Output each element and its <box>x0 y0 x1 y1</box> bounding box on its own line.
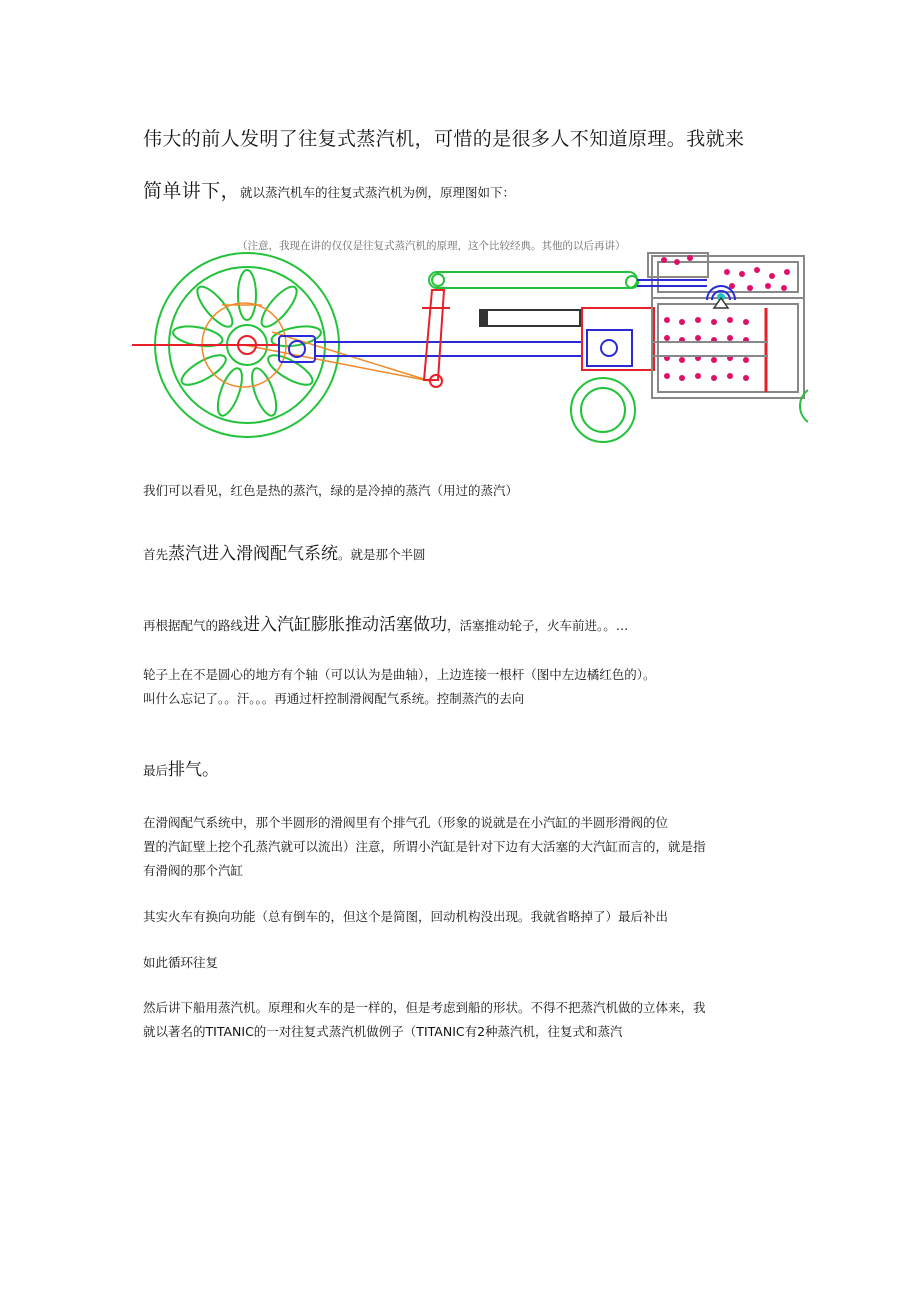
paragraph-1: 我们可以看见，红色是热的蒸汽，绿的是冷掉的蒸汽（用过的蒸汽） <box>143 483 519 498</box>
paragraph-6-line-3: 有滑阀的那个汽缸 <box>143 863 244 878</box>
small-wheel <box>571 378 635 442</box>
paragraph-4-line-1: 轮子上在不是圆心的地方有个轴（可以认为是曲轴），上边连接一根杆（图中左边橘红色的）。 <box>143 667 656 682</box>
p5-big: 排气。 <box>168 760 220 780</box>
figure-caption: （注意，我现在讲的仅仅是往复式蒸汽机的原理，这个比较经典。其他的以后再讲） <box>237 240 626 252</box>
paragraph-6-line-1: 在滑阀配气系统中，那个半圆形的滑阀里有个排气孔（形象的说就是在小汽缸的半圆形滑阀的位 <box>143 815 669 830</box>
paragraph-2 <box>143 539 426 564</box>
piston-block <box>582 308 654 370</box>
valve-pivot <box>714 293 728 308</box>
exhaust-pipe <box>652 342 768 356</box>
edge-wheel <box>800 390 808 422</box>
p5-small: 最后 <box>143 763 169 778</box>
paragraph-7: 其实火车有换向功能（总有倒车的，但这个是简图，回动机构没出现。我就省略掉了）最后补出 <box>143 909 669 924</box>
piston-rod <box>480 310 580 326</box>
p2-big: 蒸汽进入滑阀配气系统 <box>168 544 339 564</box>
paragraph-9-line-1: 然后讲下船用蒸汽机。原理和火车的是一样的，但是考虑到船的形状。不得不把蒸汽机做的立体来，我 <box>143 1000 706 1015</box>
paragraph-9-line-2: 就以著名的TITANIC的一对往复式蒸汽机做例子（TITANIC有2种蒸汽机，往复式和蒸汽 <box>143 1024 623 1039</box>
p2-small-a: 首先 <box>143 547 169 562</box>
hot-steam-dots <box>661 255 790 381</box>
paragraph-6-line-2: 置的汽缸壁上挖个孔蒸汽就可以流出）注意，所谓小汽缸是针对下边有大活塞的大汽缸而言的，就是指 <box>143 839 706 854</box>
intro-line-1: 伟大的前人发明了往复式蒸汽机，可惜的是很多人不知道原理。我就来 <box>143 128 745 150</box>
p3-small-a: 再根据配气的路线 <box>143 618 244 633</box>
p2-small-b: 。就是那个半圆 <box>338 547 426 562</box>
intro-line-2-big: 简单讲下， <box>143 180 241 202</box>
intro-line-2-small: 就以蒸汽机车的往复式蒸汽机为例，原理图如下： <box>240 185 516 200</box>
paragraph-3 <box>143 610 628 635</box>
paragraph-5 <box>143 755 219 780</box>
p3-big: 进入汽缸膨胀推动活塞做功 <box>243 615 448 635</box>
intro-line-2 <box>143 176 515 203</box>
p3-small-b: ，活塞推动轮子，火车前进。。… <box>447 618 629 633</box>
paragraph-8: 如此循环往复 <box>143 955 219 970</box>
combination-lever <box>422 290 450 387</box>
valve-rod <box>429 272 638 288</box>
paragraph-4-line-2: 叫什么忘记了。。汗。。。再通过杆控制滑阀配气系统。控制蒸汽的去向 <box>143 691 525 706</box>
steam-engine-diagram <box>132 250 808 454</box>
